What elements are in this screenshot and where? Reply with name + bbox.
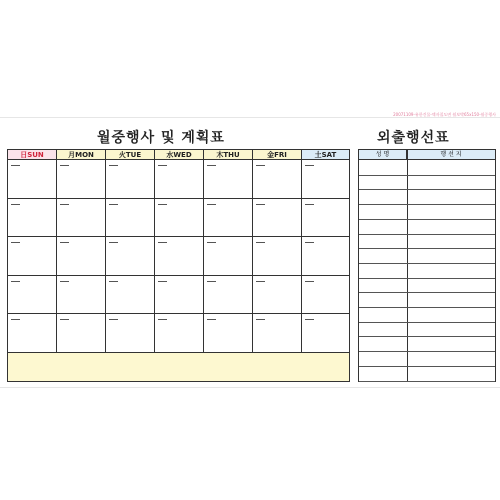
outing-header-destination: 행 선 지	[407, 150, 495, 160]
outing-row-line	[359, 366, 495, 367]
date-line	[60, 204, 69, 205]
day-cell[interactable]	[106, 199, 155, 238]
day-cell[interactable]	[57, 160, 106, 199]
date-line	[158, 242, 167, 243]
date-line	[11, 165, 20, 166]
day-cell[interactable]	[253, 160, 302, 199]
day-cell[interactable]	[204, 199, 253, 238]
day-header: 月MON	[57, 150, 106, 160]
day-cell[interactable]	[302, 199, 349, 238]
day-header: 土SAT	[302, 150, 349, 160]
day-cell[interactable]	[204, 160, 253, 199]
outing-row-line	[359, 381, 495, 382]
date-line	[256, 319, 265, 320]
day-cell[interactable]	[8, 237, 57, 276]
date-line	[207, 281, 216, 282]
day-cell[interactable]	[106, 237, 155, 276]
outing-row-line	[359, 336, 495, 337]
outing-row-line	[359, 351, 495, 352]
monthly-calendar	[7, 149, 350, 382]
date-line	[305, 242, 314, 243]
outing-row-line	[359, 278, 495, 279]
day-cell[interactable]	[302, 314, 349, 353]
date-line	[207, 319, 216, 320]
day-header: 金FRI	[253, 150, 302, 160]
day-cell[interactable]	[106, 160, 155, 199]
date-line	[158, 204, 167, 205]
day-header: 木THU	[204, 150, 253, 160]
day-cell[interactable]	[204, 276, 253, 315]
date-line	[207, 165, 216, 166]
day-cell[interactable]	[8, 199, 57, 238]
date-line	[305, 204, 314, 205]
outing-row-line	[359, 248, 495, 249]
outing-row-line	[359, 234, 495, 235]
date-line	[256, 165, 265, 166]
day-cell[interactable]	[8, 276, 57, 315]
date-line	[11, 204, 20, 205]
date-line	[11, 319, 20, 320]
day-cell[interactable]	[155, 276, 204, 315]
date-line	[109, 281, 118, 282]
date-line	[158, 319, 167, 320]
day-cell[interactable]	[302, 160, 349, 199]
date-line	[11, 281, 20, 282]
date-line	[109, 204, 118, 205]
outing-row-line	[359, 204, 495, 205]
memo-area[interactable]	[8, 353, 349, 381]
day-cell[interactable]	[106, 276, 155, 315]
day-cell[interactable]	[204, 237, 253, 276]
date-line	[60, 242, 69, 243]
outing-row-line	[359, 322, 495, 323]
date-line	[305, 319, 314, 320]
file-caption: 20071109-유한건물-액자칠도면 월보박65x150-월중행사	[393, 112, 496, 117]
day-header: 水WED	[155, 150, 204, 160]
outing-row-line	[359, 263, 495, 264]
outing-row-line	[359, 219, 495, 220]
date-line	[60, 165, 69, 166]
calendar-title: 월중행사 및 계획표	[97, 130, 225, 146]
day-cell[interactable]	[302, 276, 349, 315]
day-cell[interactable]	[155, 199, 204, 238]
day-cell[interactable]	[253, 314, 302, 353]
date-line	[305, 165, 314, 166]
day-cell[interactable]	[204, 314, 253, 353]
day-cell[interactable]	[155, 160, 204, 199]
date-line	[256, 242, 265, 243]
day-cell[interactable]	[57, 276, 106, 315]
day-header: 火TUE	[106, 150, 155, 160]
date-line	[207, 204, 216, 205]
day-cell[interactable]	[106, 314, 155, 353]
date-line	[256, 204, 265, 205]
date-line	[109, 165, 118, 166]
outing-row-line	[359, 175, 495, 176]
day-cell[interactable]	[253, 237, 302, 276]
day-cell[interactable]	[155, 237, 204, 276]
date-line	[256, 281, 265, 282]
date-line	[158, 165, 167, 166]
date-line	[207, 242, 216, 243]
date-line	[109, 242, 118, 243]
outing-divider	[407, 150, 408, 381]
day-header: 日SUN	[8, 150, 57, 160]
date-line	[158, 281, 167, 282]
outing-title: 외출행선표	[377, 130, 450, 146]
outing-row-line	[359, 292, 495, 293]
day-cell[interactable]	[8, 314, 57, 353]
day-cell[interactable]	[57, 314, 106, 353]
date-line	[11, 242, 20, 243]
outing-table	[358, 149, 496, 382]
date-line	[109, 319, 118, 320]
day-cell[interactable]	[253, 276, 302, 315]
day-cell[interactable]	[302, 237, 349, 276]
day-cell[interactable]	[8, 160, 57, 199]
outing-row-line	[359, 307, 495, 308]
day-cell[interactable]	[253, 199, 302, 238]
outing-row-line	[359, 189, 495, 190]
date-line	[60, 319, 69, 320]
date-line	[305, 281, 314, 282]
day-cell[interactable]	[57, 199, 106, 238]
date-line	[60, 281, 69, 282]
day-cell[interactable]	[155, 314, 204, 353]
outing-header-name: 성 명	[359, 150, 407, 160]
day-cell[interactable]	[57, 237, 106, 276]
